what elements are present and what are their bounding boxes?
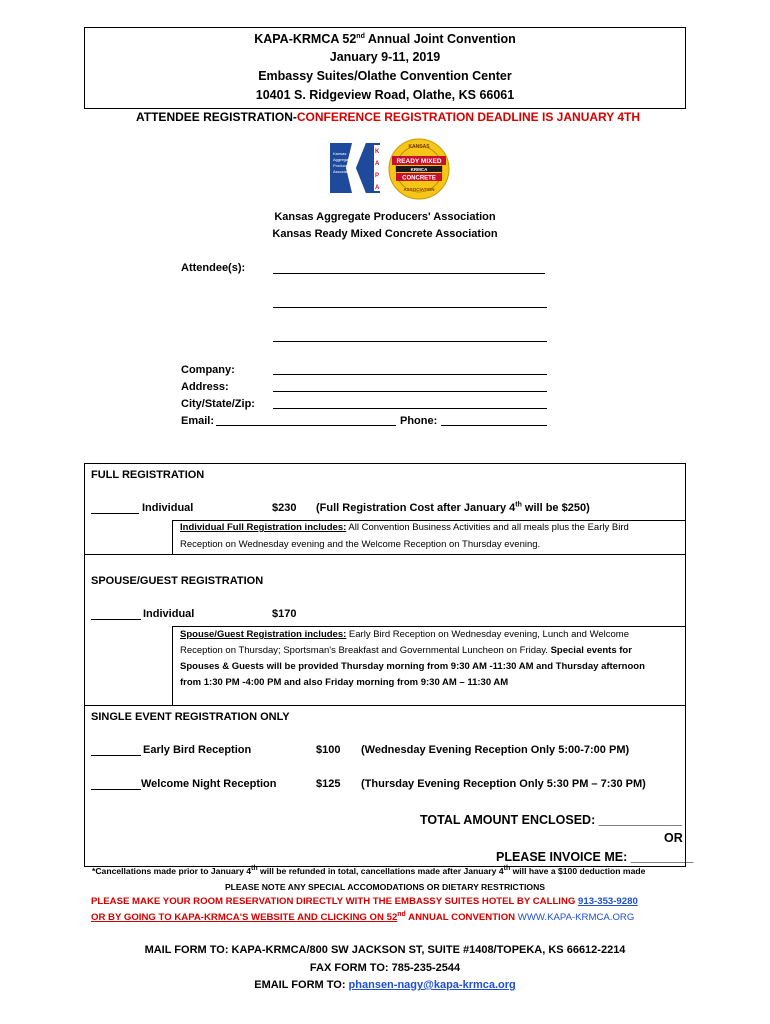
divider [172, 626, 173, 705]
kapa-letter-a2: A [375, 185, 380, 191]
attendee-field-3[interactable] [273, 331, 547, 342]
attendees-label: Attendee(s): [181, 262, 246, 274]
welcome-night-checkbox[interactable] [91, 779, 141, 790]
spouse-includes-line1: Spouse/Guest Registration includes: Early Bird Reception on Wednesday evening, Lunch and Welcome [180, 629, 629, 640]
phone-field[interactable] [441, 415, 547, 426]
divider [84, 554, 686, 555]
company-field[interactable] [273, 364, 547, 375]
spouse-registration-heading: SPOUSE/GUEST REGISTRATION [91, 575, 264, 587]
spouse-special-line3: from 1:30 PM -4:00 PM and also Friday morning from 9:30 AM – 11:30 AM [180, 677, 509, 688]
convention-address: 10401 S. Ridgeview Road, Olathe, KS 66061 [255, 88, 515, 102]
address-label: Address: [181, 381, 229, 393]
krmca-top-text: KANSAS [408, 144, 430, 150]
krmca-bottom-text: ASSOCIATION [403, 187, 435, 192]
convention-dates: January 9-11, 2019 [329, 50, 441, 64]
email-label: Email: [181, 415, 215, 427]
krmca-ready-mixed: READY MIXED [396, 158, 442, 165]
address-field[interactable] [273, 381, 547, 392]
single-event-heading: SINGLE EVENT REGISTRATION ONLY [91, 711, 290, 723]
association-name-2: Kansas Ready Mixed Concrete Association [272, 228, 498, 240]
spouse-includes-line2: Reception on Thursday; Sportsman's Breakfast and Governmental Luncheon on Friday. Special events for [180, 645, 632, 656]
kapa-letter-p: P [375, 173, 380, 179]
full-registration-individual: Individual [142, 502, 194, 514]
email-link[interactable]: phansen-nagy@kapa-krmca.org [348, 979, 516, 991]
email-field[interactable] [216, 415, 396, 426]
kapa-text-3: Producers' [333, 163, 352, 168]
hotel-reservation-line2: OR BY GOING TO KAPA-KRMCA'S WEBSITE AND CLICKING ON 52nd ANNUAL CONVENTION WWW.KAPA-KRMCA.ORG [91, 910, 635, 923]
spouse-registration-individual: Individual [143, 608, 195, 620]
hotel-phone-link[interactable]: 913-353-9280 [578, 896, 638, 907]
spouse-registration-price: $170 [272, 608, 297, 620]
early-bird-name: Early Bird Reception [143, 744, 252, 756]
mail-form-to: MAIL FORM TO: KAPA-KRMCA/800 SW JACKSON ST, SUITE #1408/TOPEKA, KS 66612-2214 [144, 944, 626, 956]
kapa-letter-a1: A [375, 161, 380, 167]
full-registration-includes-line1: Individual Full Registration includes: All Convention Business Activities and all meals plus the Early Bird [180, 522, 629, 533]
early-bird-checkbox[interactable] [91, 745, 141, 756]
welcome-night-name: Welcome Night Reception [141, 778, 277, 790]
divider [172, 520, 173, 554]
welcome-night-detail: (Thursday Evening Reception Only 5:30 PM – 7:30 PM) [361, 778, 646, 790]
phone-label: Phone: [400, 415, 438, 427]
website-link[interactable]: WWW.KAPA-KRMCA.ORG [517, 912, 635, 923]
divider [172, 626, 686, 627]
full-registration-includes-line2: Reception on Wednesday evening and the Welcome Reception on Thursday evening. [180, 539, 541, 550]
attendee-field-1[interactable] [273, 263, 545, 274]
company-label: Company: [181, 364, 235, 376]
divider [172, 520, 686, 521]
kapa-logo [330, 143, 380, 193]
full-registration-price: $230 [272, 502, 297, 514]
total-amount-enclosed: TOTAL AMOUNT ENCLOSED: ____________ [420, 813, 683, 827]
or-label: OR [664, 831, 683, 845]
full-registration-checkbox[interactable] [91, 503, 139, 514]
cancellation-policy: *Cancellations made prior to January 4th will be refunded in total, cancellations made after January 4th will have a $100 deduction made [92, 865, 646, 876]
welcome-night-price: $125 [316, 778, 341, 790]
city-state-zip-field[interactable] [273, 398, 547, 409]
kapa-text-1: Kansas [333, 151, 347, 156]
attendee-field-2[interactable] [273, 297, 547, 308]
early-bird-price: $100 [316, 744, 341, 756]
spouse-registration-checkbox[interactable] [91, 609, 141, 620]
city-state-zip-label: City/State/Zip: [181, 398, 255, 410]
header-box [84, 27, 686, 109]
fax-form-to: FAX FORM TO: 785-235-2544 [309, 962, 461, 974]
krmca-logo [388, 138, 450, 200]
full-registration-heading: FULL REGISTRATION [91, 469, 205, 481]
early-bird-detail: (Wednesday Evening Reception Only 5:00-7:00 PM) [361, 744, 630, 756]
association-name-1: Kansas Aggregate Producers' Association [274, 211, 496, 223]
convention-venue: Embassy Suites/Olathe Convention Center [258, 69, 512, 83]
hotel-reservation-line1: PLEASE MAKE YOUR ROOM RESERVATION DIRECTLY WITH THE EMBASSY SUITES HOTEL BY CALLING 913-353-9280 [91, 896, 638, 907]
please-invoice-me: PLEASE INVOICE ME: _________ [496, 850, 694, 864]
spouse-special-line2: Spouses & Guests will be provided Thursday morning from 9:30 AM -11:30 AM and Thursday afternoon [180, 661, 645, 672]
kapa-text-4: Association [333, 169, 354, 174]
krmca-abbrev: KRMCA [410, 167, 428, 172]
kapa-text-2: Aggregate [333, 157, 352, 162]
krmca-concrete: CONCRETE [402, 175, 436, 182]
divider [84, 705, 686, 706]
email-form-to: EMAIL FORM TO: phansen-nagy@kapa-krmca.org [254, 979, 516, 991]
registration-deadline: ATTENDEE REGISTRATION-CONFERENCE REGISTRATION DEADLINE IS JANUARY 4TH [136, 110, 641, 124]
special-accommodations-note: PLEASE NOTE ANY SPECIAL ACCOMODATIONS OR DIETARY RESTRICTIONS [224, 882, 546, 892]
convention-title: KAPA-KRMCA 52nd Annual Joint Convention [254, 32, 516, 46]
full-registration-late-note: (Full Registration Cost after January 4th will be $250) [316, 501, 590, 514]
kapa-letter-k: K [375, 149, 380, 155]
